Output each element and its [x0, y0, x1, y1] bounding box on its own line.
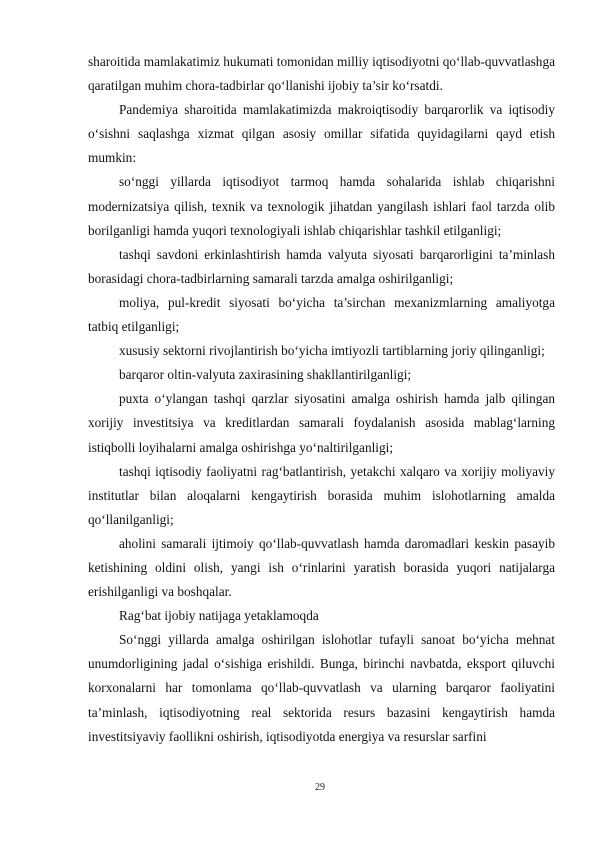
paragraph-reforms: So‘nggi yillarda amalga oshirilgan islohotlar tufayli sanoat bo‘yicha mehnat unumdorligining jadal o‘sishiga erishildi. Bunga, birinchi navbatda, eksport qiluvchi korxonalarni har tomonlama qo‘llab-quvvatlash va ularning barqaror faoliyatini ta’minlash, iqtisodiyotning real sektorida resurs bazasini kengaytirish hamda investitsiyaviy faollikni oshirish, iqtisodiyotda energiya va resurslar sarfini: [88, 632, 555, 744]
list-item-private-sector: xususiy sektorni rivojlantirish bo‘yicha imtiyozli tartiblarning joriy qilinganligi;: [119, 343, 545, 359]
list-item-trade-liberalization: tashqi savdoni erkinlashtirish hamda valyuta siyosati barqarorligini ta’minlash borasidagi chora-tadbirlarning samarali tarzda amalga oshirilganligi;: [88, 246, 555, 286]
paragraph-continuation: sharoitida mamlakatimiz hukumati tomonidan milliy iqtisodiyotni qo‘llab-quvvatlashga qaratilgan muhim chora-tadbirlar qo‘llanishi ijobiy ta’sir ko‘rsatdi.: [88, 54, 555, 94]
paragraph-pandemic-factors-intro: Pandemiya sharoitida mamlakatimizda makroiqtisodiy barqarorlik va iqtisodiy o‘sishni saqlashga xizmat qilgan asosiy omillar sifatida quyidagilarni qayd etish mumkin:: [88, 102, 555, 166]
page-number: 29: [315, 782, 325, 793]
document-body: [88, 50, 555, 749]
list-item-gold-reserves: barqaror oltin-valyuta zaxirasining shakllantirilganligi;: [119, 367, 412, 383]
section-heading: Rag‘bat ijobiy natijaga yetaklamoqda: [119, 608, 319, 624]
list-item-external-debt: puxta o‘ylangan tashqi qarzlar siyosatini amalga oshirish hamda jalb qilingan xorijiy investitsiya va kreditlardan samarali foydalanish asosida mablag‘larning istiqbolli loyihalarni amalga oshirishga yo‘naltirilganligi;: [88, 391, 555, 455]
list-item-monetary-policy: moliya, pul-kredit siyosati bo‘yicha ta’sirchan mexanizmlarning amaliyotga tatbiq etilganligi;: [88, 294, 555, 335]
list-item-social-support: aholini samarali ijtimoiy qo‘llab-quvvatlash hamda daromadlari keskin pasayib ketishining oldini olish, yangi ish o‘rinlarini yaratish borasida yuqori natijalarga erishilganligi va boshqalar.: [88, 535, 555, 600]
list-item-modernization: so‘nggi yillarda iqtisodiyot tarmoq hamda sohalarida ishlab chiqarishni modernizatsiya qilish, texnik va texnologik jihatdan yangilash ishlari faol tarzda olib borilganligi hamda yuqori texnologiyali ishlab chiqarishlar tashkil etilganligi;: [88, 174, 555, 238]
list-item-foreign-economic-activity: tashqi iqtisodiy faoliyatni rag‘batlantirish, yetakchi xalqaro va xorijiy moliyaviy institutlar bilan aloqalarni kengaytirish borasida muhim islohotlarning amalda qo‘llanilganligi;: [88, 463, 555, 527]
